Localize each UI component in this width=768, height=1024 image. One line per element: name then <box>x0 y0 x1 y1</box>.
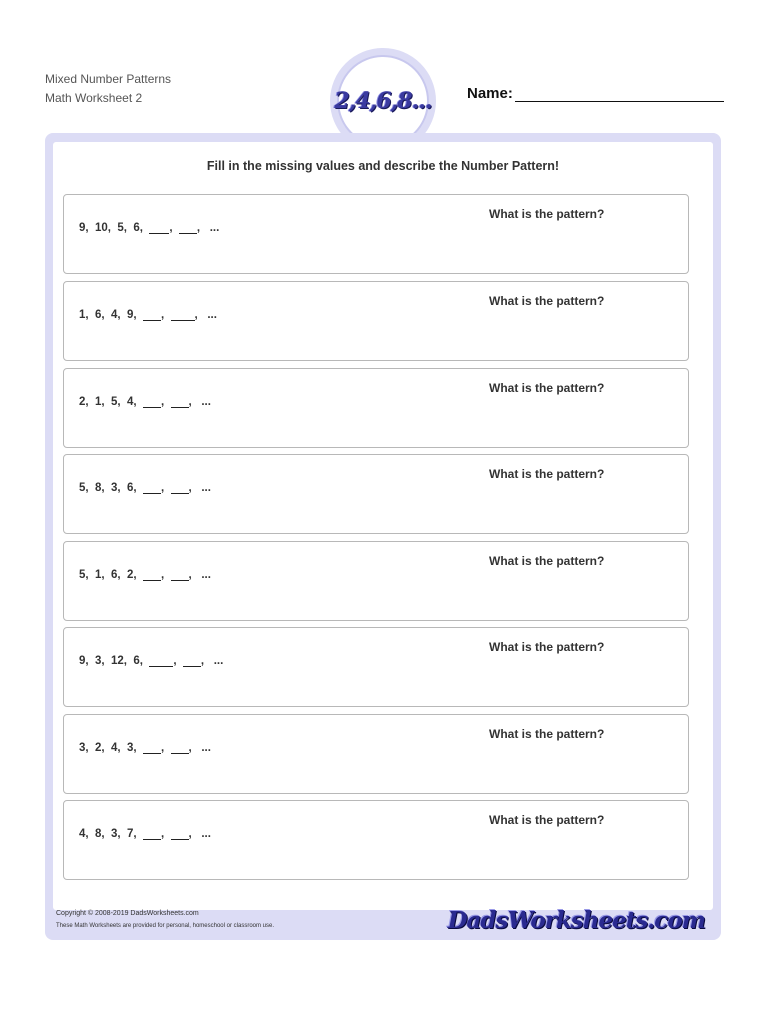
sequence-terms: 4, 8, 3, 7, <box>79 828 137 840</box>
number-sequence: 1, 6, 4, 9, , , ... <box>79 309 217 321</box>
sequence-ellipsis: ... <box>201 828 211 840</box>
worksheet-title-block <box>45 70 171 108</box>
sequence-terms: 9, 10, 5, 6, <box>79 222 143 234</box>
answer-blank-2[interactable] <box>171 481 189 494</box>
answer-blank-2[interactable] <box>171 308 195 321</box>
sequence-ellipsis: ... <box>213 655 224 667</box>
pattern-question: What is the pattern? <box>489 381 605 395</box>
pattern-question: What is the pattern? <box>489 727 605 741</box>
pattern-question: What is the pattern? <box>489 554 605 568</box>
sequence-terms: 2, 1, 5, 4, <box>79 396 137 408</box>
worksheet-frame <box>45 133 721 940</box>
problem-box <box>63 627 689 707</box>
answer-blank-1[interactable] <box>143 308 161 321</box>
answer-blank-2[interactable] <box>171 395 189 408</box>
sequence-terms: 3, 2, 4, 3, <box>79 742 137 754</box>
copyright-text: Copyright © 2008-2019 DadsWorksheets.com <box>56 910 199 917</box>
number-sequence: 9, 10, 5, 6, , , ... <box>79 222 220 234</box>
sequence-ellipsis: ... <box>201 742 211 754</box>
number-sequence: 3, 2, 4, 3, , , ... <box>79 742 211 754</box>
answer-blank-1[interactable] <box>143 827 161 840</box>
answer-blank-1[interactable] <box>143 741 161 754</box>
answer-blank-2[interactable] <box>179 221 197 234</box>
sequence-ellipsis: ... <box>201 396 211 408</box>
answer-blank-1[interactable] <box>143 395 161 408</box>
sequence-terms: 5, 8, 3, 6, <box>79 482 137 494</box>
pattern-question: What is the pattern? <box>489 294 605 308</box>
number-sequence: 5, 8, 3, 6, , , ... <box>79 482 211 494</box>
sequence-terms: 9, 3, 12, 6, <box>79 655 143 667</box>
worksheet-subtitle: Math Worksheet 2 <box>45 91 143 105</box>
usage-text: These Math Worksheets are provided for personal, homeschool or classroom use. <box>56 923 274 929</box>
answer-blank-1[interactable] <box>143 568 161 581</box>
problem-box <box>63 368 689 448</box>
sequence-ellipsis: ... <box>209 222 220 234</box>
pattern-question: What is the pattern? <box>489 640 605 654</box>
problem-box <box>63 454 689 534</box>
pattern-question: What is the pattern? <box>489 467 605 481</box>
sequence-ellipsis: ... <box>201 569 211 581</box>
number-sequence: 2, 1, 5, 4, , , ... <box>79 396 211 408</box>
problem-box <box>63 281 689 361</box>
answer-blank-1[interactable] <box>143 481 161 494</box>
logo-text: 2,4,6,8... <box>334 88 432 114</box>
pattern-question: What is the pattern? <box>489 207 605 221</box>
answer-blank-2[interactable] <box>171 568 189 581</box>
answer-blank-1[interactable] <box>149 654 173 667</box>
worksheet-body <box>53 142 713 910</box>
sequence-terms: 1, 6, 4, 9, <box>79 309 137 321</box>
problem-box <box>63 800 689 880</box>
problem-box <box>63 194 689 274</box>
number-sequence: 5, 1, 6, 2, , , ... <box>79 569 211 581</box>
sequence-ellipsis: ... <box>201 482 211 494</box>
worksheet-footer <box>45 905 721 940</box>
name-field-area <box>467 85 724 102</box>
name-write-line[interactable] <box>515 85 724 102</box>
problem-box <box>63 714 689 794</box>
sequence-ellipsis: ... <box>207 309 217 321</box>
pattern-question: What is the pattern? <box>489 813 605 827</box>
problem-box <box>63 541 689 621</box>
number-sequence: 9, 3, 12, 6, , , ... <box>79 655 224 667</box>
sequence-terms: 5, 1, 6, 2, <box>79 569 137 581</box>
answer-blank-2[interactable] <box>171 827 189 840</box>
answer-blank-2[interactable] <box>183 654 201 667</box>
worksheet-title: Mixed Number Patterns <box>45 72 172 86</box>
answer-blank-2[interactable] <box>171 741 189 754</box>
number-sequence: 4, 8, 3, 7, , , ... <box>79 828 211 840</box>
name-label: Name: <box>467 85 513 102</box>
answer-blank-1[interactable] <box>149 221 169 234</box>
brand-logo: DadsWorksheets.com <box>447 907 705 934</box>
instruction-text: Fill in the missing values and describe the Number Pattern! <box>206 159 560 173</box>
